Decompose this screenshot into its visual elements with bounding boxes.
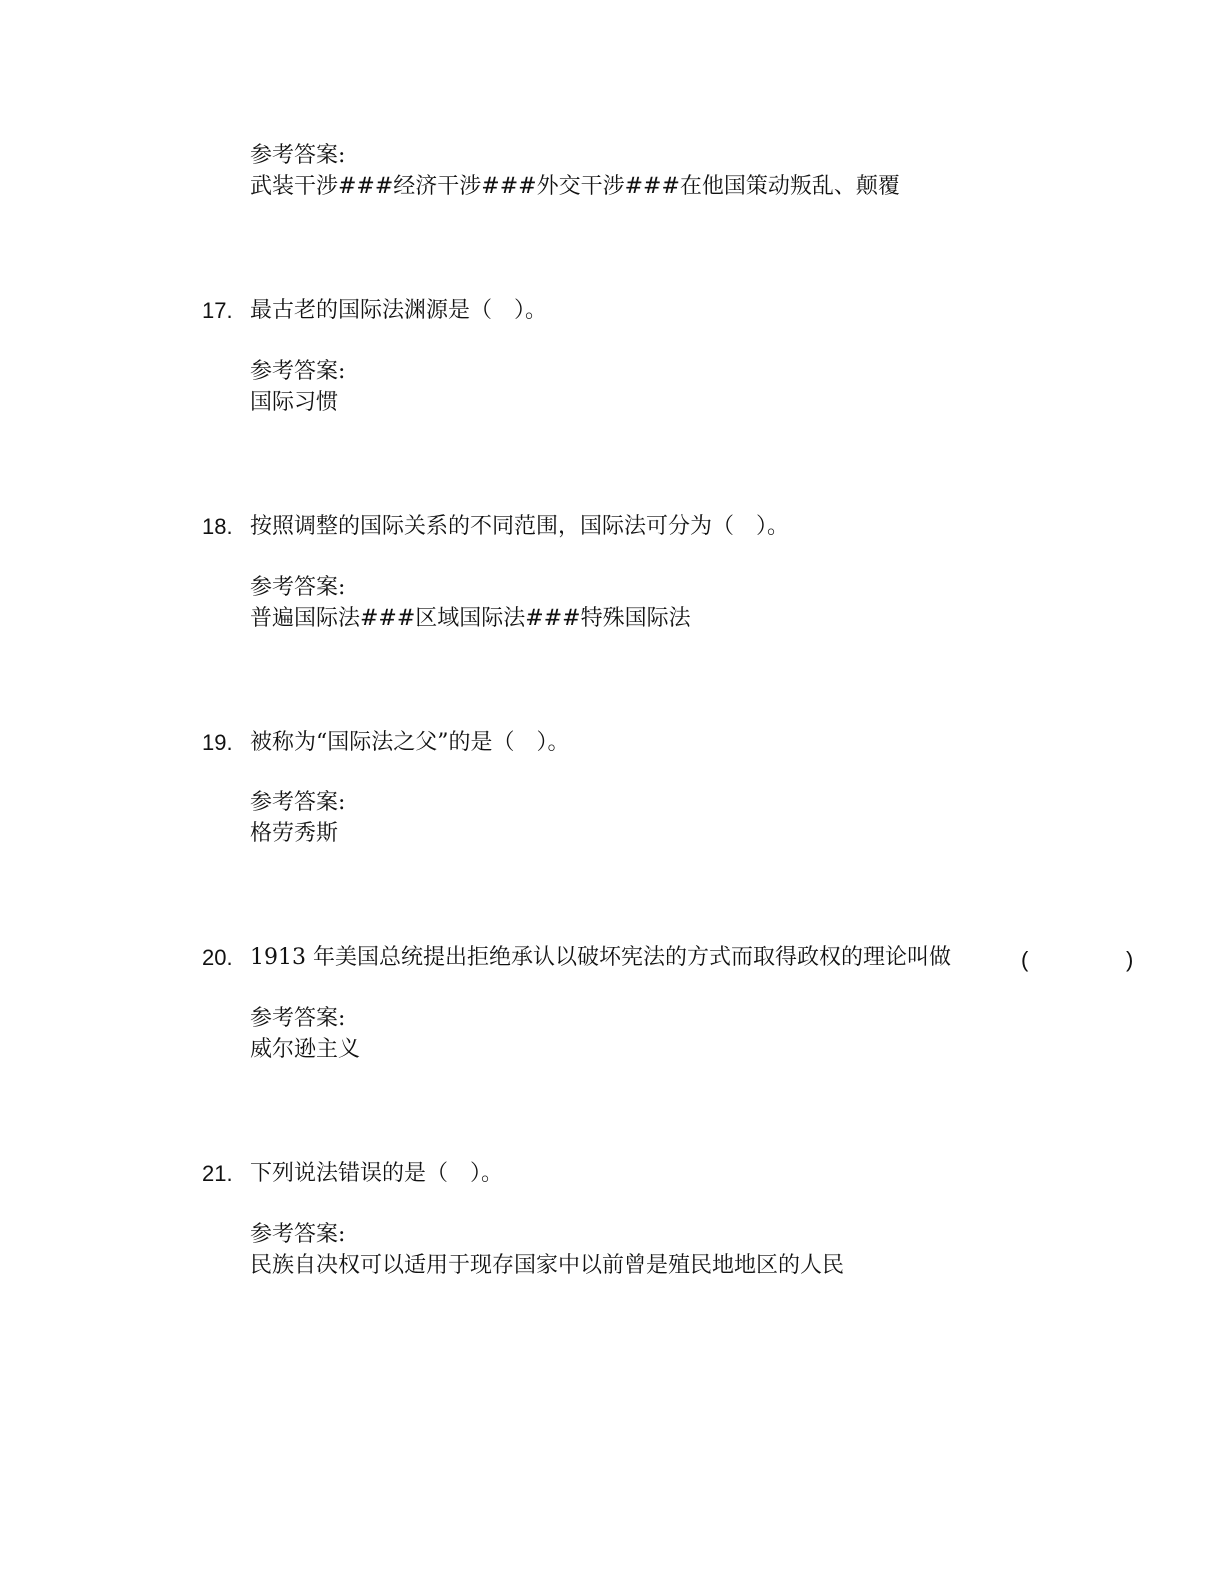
- answer-text: 国际习惯: [250, 390, 339, 415]
- blank-paren-open: (: [1021, 947, 1029, 972]
- answer-label: 参考答案:: [250, 1006, 346, 1031]
- question-number: 19.: [202, 730, 233, 755]
- answer-label: 参考答案:: [250, 1222, 346, 1247]
- answer-text: 普遍国际法###区域国际法###特殊国际法: [250, 606, 691, 631]
- answer-label: 参考答案:: [250, 790, 346, 815]
- question-text: 按照调整的国际关系的不同范围，国际法可分为（ ）。: [250, 514, 790, 539]
- answer-text: 格劳秀斯: [250, 821, 339, 846]
- question-text: 下列说法错误的是（ ）。: [250, 1161, 504, 1186]
- blank-paren-close: ): [1126, 947, 1134, 972]
- answer-text: 民族自决权可以适用于现存国家中以前曾是殖民地地区的人民: [250, 1253, 845, 1278]
- question-text: 被称为“国际法之父”的是（ ）。: [250, 730, 570, 755]
- answer-text: 武装干涉###经济干涉###外交干涉###在他国策动叛乱、颠覆: [250, 174, 900, 199]
- question-text: 最古老的国际法渊源是（ ）。: [250, 298, 548, 323]
- question-number: 18.: [202, 514, 233, 539]
- answer-label: 参考答案:: [250, 359, 346, 384]
- question-text: 1913 年美国总统提出拒绝承认以破坏宪法的方式而取得政权的理论叫做: [250, 945, 951, 970]
- question-number: 17.: [202, 298, 233, 323]
- answer-label: 参考答案:: [250, 575, 346, 600]
- answer-label: 参考答案:: [250, 143, 346, 168]
- question-number: 20.: [202, 945, 233, 970]
- answer-text: 威尔逊主义: [250, 1037, 361, 1062]
- question-number: 21.: [202, 1161, 233, 1186]
